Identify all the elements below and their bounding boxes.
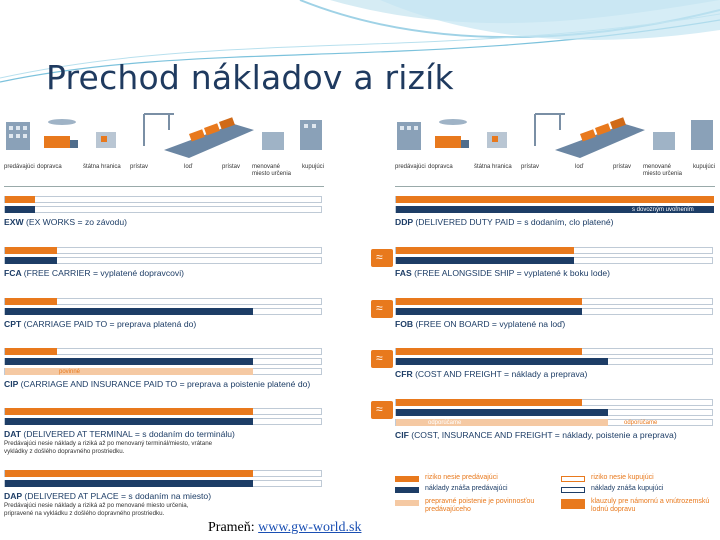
legend: [395, 468, 715, 528]
cost-bar: [4, 358, 322, 365]
legend-label: náklady znáša predávajúci: [425, 485, 508, 492]
incoterms-left-column: [4, 110, 324, 530]
ship-icon: [371, 401, 393, 419]
risk-bar: [4, 196, 322, 203]
term-code: FOB: [395, 319, 414, 329]
point-label: menované miesto určenia: [643, 164, 683, 177]
term-code: CIP: [4, 379, 19, 389]
risk-bar: [4, 247, 322, 254]
term-name: (FREE CARRIER = vyplatené dopravcovi): [23, 268, 184, 278]
legend-swatch: [395, 500, 419, 506]
term-name: (DELIVERED AT PLACE = s dodaním na miesto): [24, 491, 212, 501]
point-label: prístav: [613, 164, 632, 170]
point-label: loď: [184, 164, 193, 170]
cost-bar: [4, 206, 322, 213]
term-title: [395, 217, 614, 227]
import-clearance-note: s dovozným uvoľnením: [632, 207, 694, 213]
point-label: predávajúci: [395, 164, 426, 170]
cost-bar: [4, 257, 322, 264]
cost-bar: [4, 418, 322, 425]
point-label: kupujúci: [302, 164, 325, 170]
legend-label: náklady znáša kupujúci: [591, 485, 664, 492]
source-label: Prameň:: [208, 520, 255, 535]
term-title: [395, 369, 587, 379]
term-title: [4, 429, 235, 439]
term-code: CIF: [395, 430, 409, 440]
cost-bar: [4, 480, 322, 487]
insurance-note: odporúčame: [428, 420, 462, 426]
risk-bar: [395, 399, 713, 406]
point-label: štátna hranica: [83, 164, 121, 170]
term-name: (COST AND FREIGHT = náklady a preprava): [415, 369, 588, 379]
term-title: [4, 379, 310, 389]
point-label: prístav: [521, 164, 540, 170]
legend-label: riziko nesie predávajúci: [425, 474, 498, 481]
term-name: (FREE ON BOARD = vyplatené na loď): [415, 319, 566, 329]
transfer-points: [395, 164, 715, 186]
legend-label: prepravné poistenie je povinnosťou predávajúceho: [425, 498, 535, 513]
term-title: [4, 319, 196, 329]
term-name: (EX WORKS = zo závodu): [25, 217, 127, 227]
legend-swatch: [561, 476, 585, 482]
term-code: EXW: [4, 217, 24, 227]
term-name: (CARRIAGE PAID TO = preprava platená do): [23, 319, 197, 329]
transfer-points: [4, 164, 324, 186]
transport-illustration: [395, 110, 715, 164]
risk-bar: [395, 247, 713, 254]
point-label: dopravca: [37, 164, 62, 170]
timeline-axis: [4, 186, 324, 187]
legend-swatch: [395, 476, 419, 482]
ship-icon: [371, 249, 393, 267]
term-code: DAT: [4, 429, 22, 439]
point-label: kupujúci: [693, 164, 716, 170]
term-name: (DELIVERED AT TERMINAL = s dodaním do terminálu): [23, 429, 235, 439]
term-title: [395, 268, 610, 278]
term-code: FAS: [395, 268, 412, 278]
source-link[interactable]: www.gw-world.sk: [258, 520, 362, 535]
insurance-note-buyer: odporúčame: [624, 420, 658, 426]
term-code: CFR: [395, 369, 413, 379]
timeline-axis: [395, 186, 715, 187]
insurance-note: povinné: [59, 369, 81, 375]
legend-swatch: [395, 487, 419, 493]
risk-bar: [395, 196, 713, 203]
risk-bar: [395, 348, 713, 355]
point-label: štátna hranica: [474, 164, 512, 170]
term-title: [395, 430, 677, 440]
point-label: dopravca: [428, 164, 453, 170]
term-code: FCA: [4, 268, 22, 278]
risk-bar: [4, 298, 322, 305]
risk-bar: [4, 348, 322, 355]
risk-bar: [395, 298, 713, 305]
term-title: [4, 268, 184, 278]
ship-icon: [371, 300, 393, 318]
legend-label: klauzuly pre námornú a vnútrozemskú lodnú dopravu: [591, 498, 710, 513]
point-label: loď: [575, 164, 584, 170]
point-label: menované miesto určenia: [252, 164, 292, 177]
point-label: prístav: [222, 164, 241, 170]
cost-bar: [395, 409, 713, 416]
slide-title: Prechod nákladov a rizík: [46, 58, 454, 97]
ship-icon: [371, 350, 393, 368]
term-description: Predávajúci nesie náklady a riziká až po menované miesto určenia, pripravené na vykládku z došlého dopravného prostriedku.: [4, 502, 189, 517]
cost-bar: [395, 206, 713, 213]
term-name: (COST, INSURANCE AND FREIGHT = náklady, poistenie a preprava): [411, 430, 677, 440]
source-credit: [206, 520, 363, 536]
insurance-bar: [395, 419, 713, 426]
term-title: [4, 217, 127, 227]
cost-bar: [395, 257, 713, 264]
cost-bar: [395, 308, 713, 315]
incoterms-right-column: [395, 110, 715, 530]
cost-bar: [395, 358, 713, 365]
legend-swatch: [561, 487, 585, 493]
cost-bar: [4, 308, 322, 315]
risk-bar: [4, 408, 322, 415]
term-name: (DELIVERED DUTY PAID = s dodaním, clo platené): [415, 217, 614, 227]
term-name: (CARRIAGE AND INSURANCE PAID TO = preprava a poistenie platené do): [20, 379, 311, 389]
term-title: [395, 319, 565, 329]
term-title: [4, 491, 211, 501]
insurance-bar: [4, 368, 322, 375]
point-label: prístav: [130, 164, 149, 170]
point-label: predávajúci: [4, 164, 35, 170]
term-description: Predávajúci nesie náklady a riziká až po menovaný terminál/miesto, vrátane vykládky z došlého dopravného prostriedku.: [4, 440, 213, 455]
ship-icon: [561, 499, 585, 509]
risk-bar: [4, 470, 322, 477]
term-code: DDP: [395, 217, 413, 227]
term-code: DAP: [4, 491, 22, 501]
legend-label: riziko nesie kupujúci: [591, 474, 654, 481]
term-name: (FREE ALONGSIDE SHIP = vyplatené k boku lode): [414, 268, 611, 278]
transport-illustration: [4, 110, 324, 164]
term-code: CPT: [4, 319, 22, 329]
